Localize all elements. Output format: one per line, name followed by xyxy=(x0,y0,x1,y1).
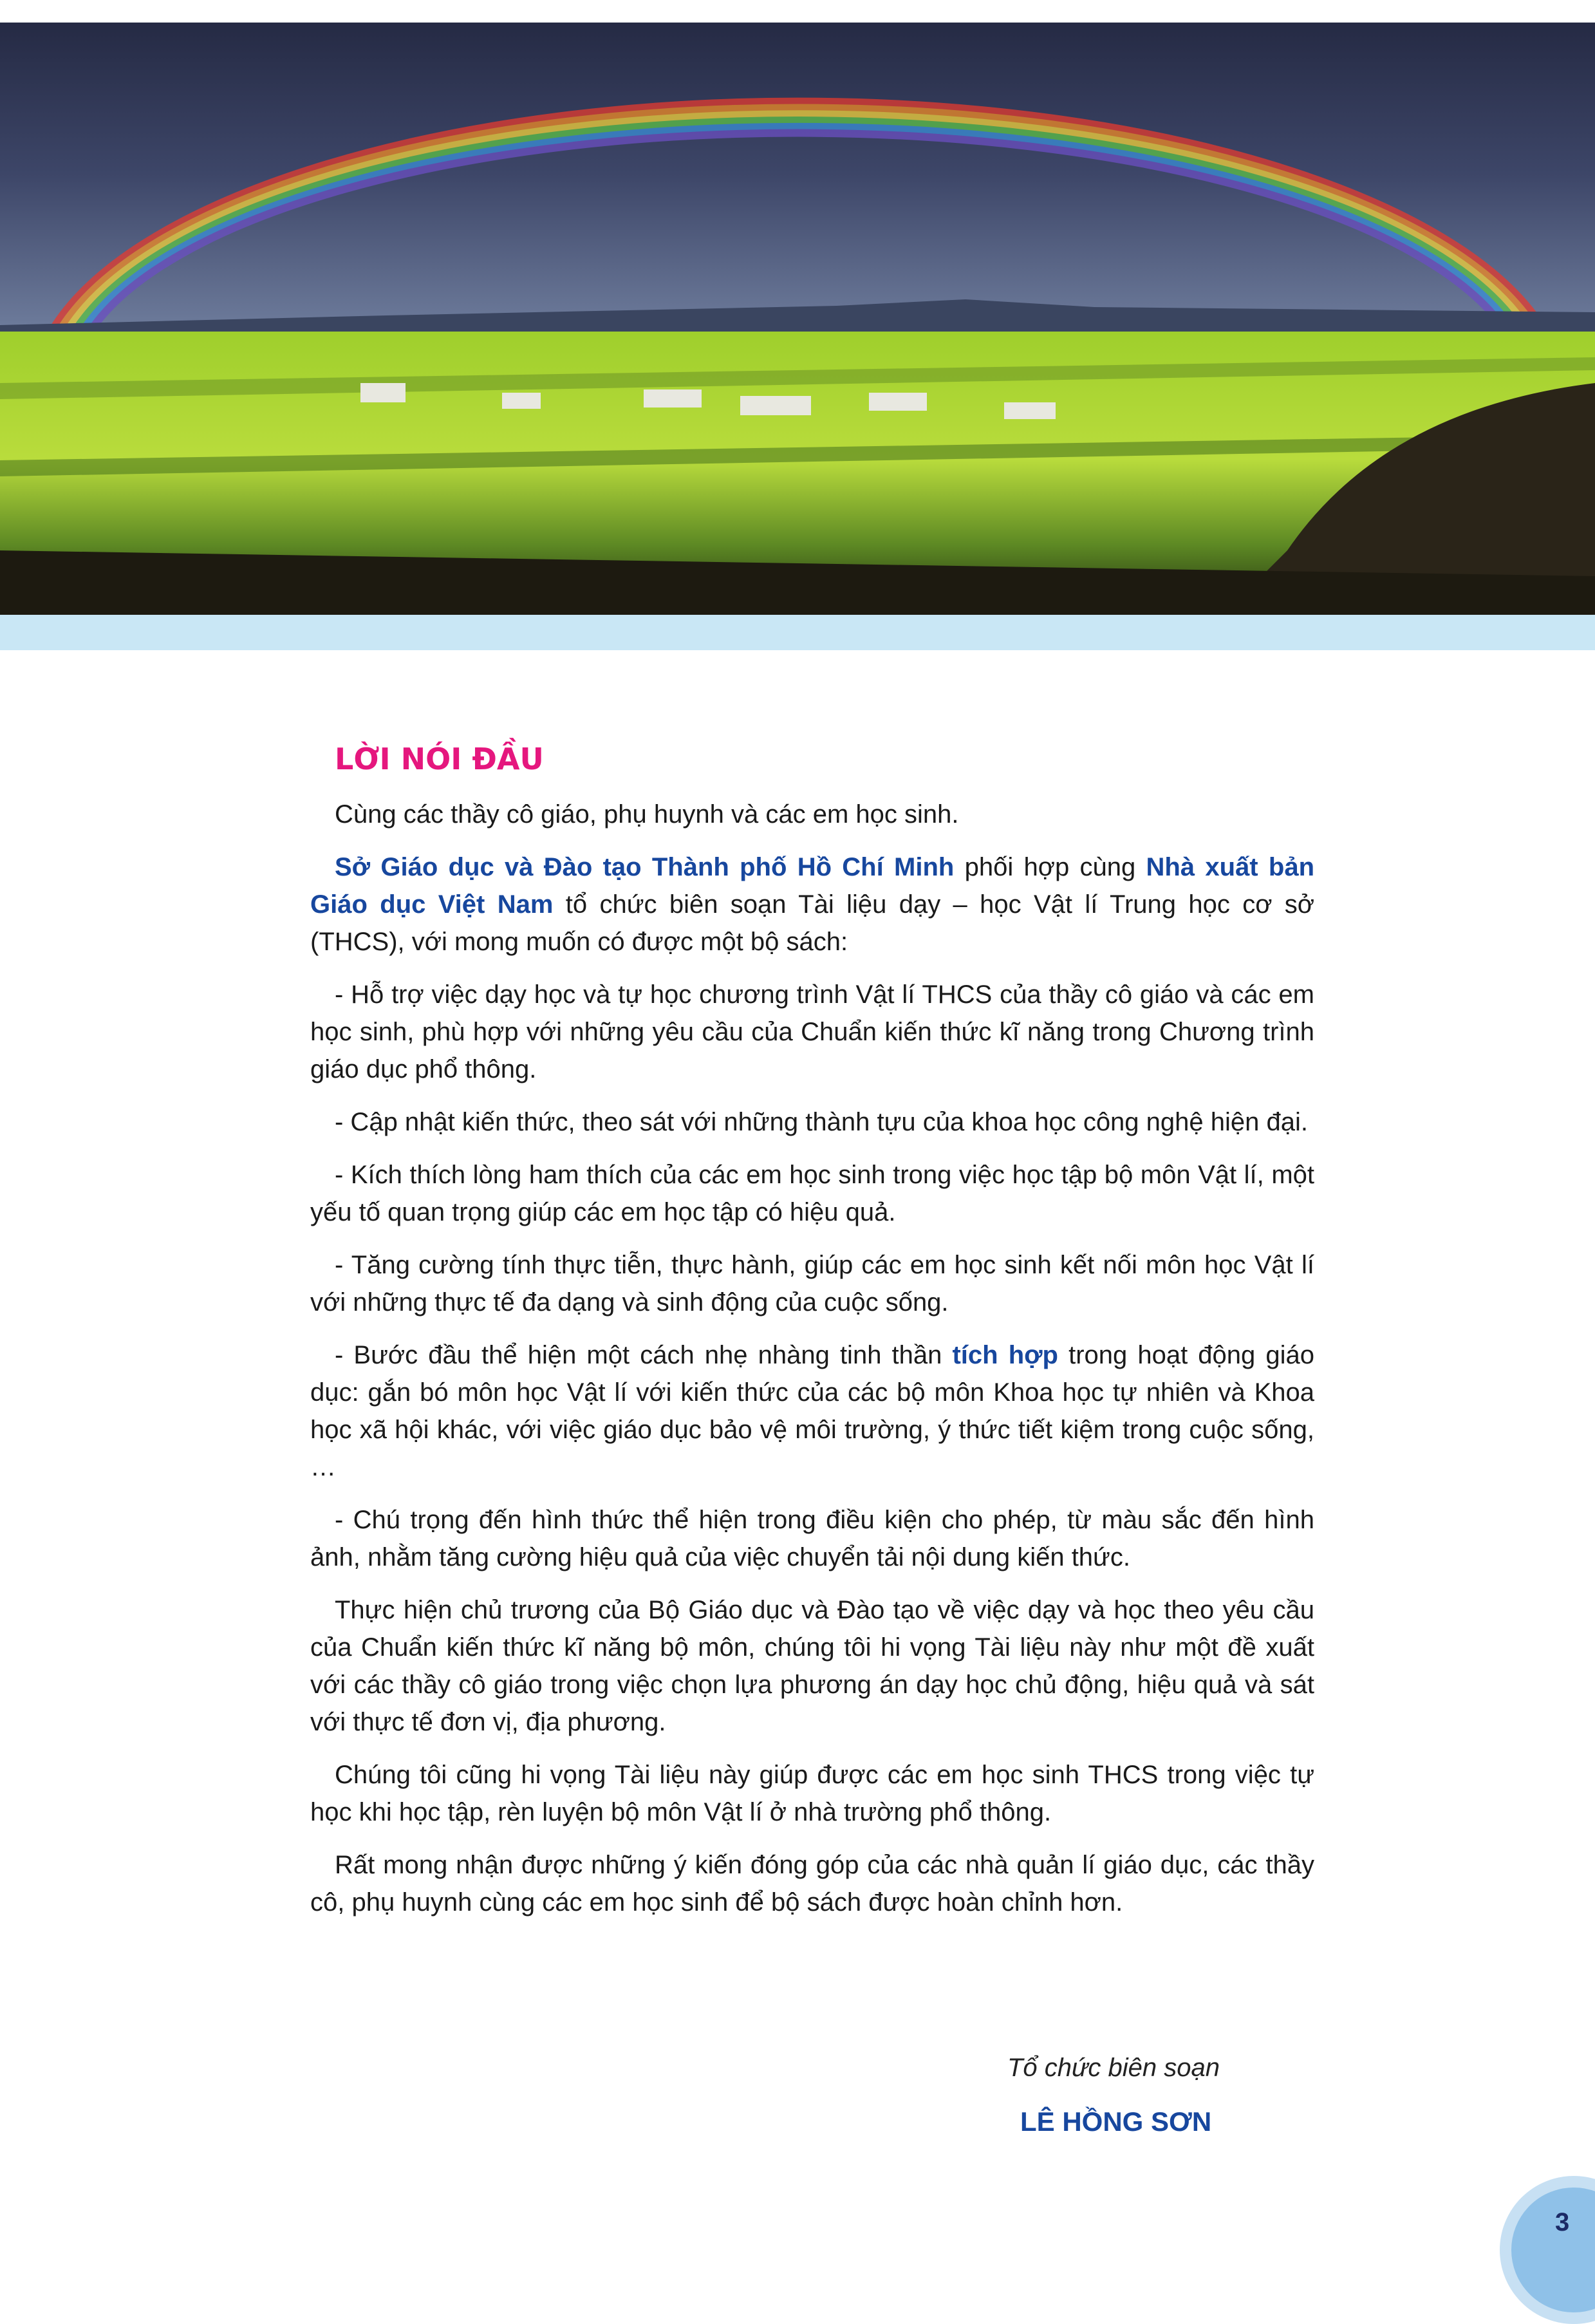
paragraph xyxy=(310,1336,1314,1486)
paragraph: - Hỗ trợ việc dạy học và tự học chương trình Vật lí THCS của thầy cô giáo và các em học sinh, phù hợp với những yêu cầu của Chuẩn kiến thức kĩ năng trong Chương trình giáo dục phổ thông. xyxy=(310,980,1314,1083)
page-number: 3 xyxy=(1555,2208,1570,2236)
preface-content xyxy=(310,740,1314,1936)
paragraph-text: trong hoạt động giáo dục: gắn bó môn học Vật lí với kiến thức của các bộ môn Khoa học tự nhiên và Khoa học xã hội khác, với việc giáo dục bảo vệ môi trường, ý thức tiết kiệm trong cuộc sống, … xyxy=(310,1341,1314,1481)
paragraph: Chúng tôi cũng hi vọng Tài liệu này giúp được các em học sinh THCS trong việc tự học khi học tập, rèn luyện bộ môn Vật lí ở nhà trường phổ thông. xyxy=(310,1761,1314,1826)
hero-photo xyxy=(0,23,1595,615)
paragraph: Thực hiện chủ trương của Bộ Giáo dục và Đào tạo về việc dạy và học theo yêu cầu của Chuẩn kiến thức kĩ năng bộ môn, chúng tôi hi vọng Tài liệu này như một đề xuất với các thầy cô giáo trong việc chọn lựa phương án dạy học chủ động, hiệu quả và sát với thực tế đơn vị, địa phương. xyxy=(310,1596,1314,1736)
paragraph: - Kích thích lòng ham thích của các em học sinh trong việc học tập bộ môn Vật lí, một yếu tố quan trọng giúp các em học tập có hiệu quả. xyxy=(310,1161,1314,1226)
paragraph xyxy=(310,848,1314,961)
signature-role: Tổ chức biên soạn xyxy=(1007,2054,1220,2082)
paragraph: - Tăng cường tính thực tiễn, thực hành, giúp các em học sinh kết nối môn học Vật lí với những thực tế đa dạng và sinh động của cuộc sống. xyxy=(310,1251,1314,1317)
highlight-keyword: tích hợp xyxy=(952,1341,1058,1369)
paragraph: - Chú trọng đến hình thức thể hiện trong điều kiện cho phép, từ màu sắc đến hình ảnh, nhằm tăng cường hiệu quả của việc chuyển tải nội dung kiến thức. xyxy=(310,1506,1314,1571)
signature-name: LÊ HỒNG SƠN xyxy=(1020,2106,1212,2137)
highlight-organization: Sở Giáo dục và Đào tạo Thành phố Hồ Chí Minh xyxy=(335,853,955,881)
page-title: LỜI NÓI ĐẦU xyxy=(335,742,544,776)
header-band xyxy=(0,615,1595,650)
paragraph-text: phối hợp cùng xyxy=(954,853,1146,881)
paragraph-text: - Bước đầu thể hiện một cách nhẹ nhàng tinh thần xyxy=(335,1341,953,1369)
page-number-badge xyxy=(1500,2176,1595,2324)
rainbow-landscape-illustration xyxy=(0,23,1595,615)
paragraph-text: tổ chức biên soạn Tài liệu dạy – học Vật lí Trung học cơ sở (THCS), với mong muốn có được một bộ sách: xyxy=(310,890,1314,956)
paragraph: - Cập nhật kiến thức, theo sát với những thành tựu của khoa học công nghệ hiện đại. xyxy=(335,1108,1308,1136)
paragraph: Rất mong nhận được những ý kiến đóng góp của các nhà quản lí giáo dục, các thầy cô, phụ huynh cùng các em học sinh để bộ sách được hoàn chỉnh hơn. xyxy=(310,1851,1314,1916)
highlight-publisher: Nhà xuất bản Giáo dục Việt Nam xyxy=(310,853,1314,919)
paragraph: Cùng các thầy cô giáo, phụ huynh và các em học sinh. xyxy=(335,800,959,829)
